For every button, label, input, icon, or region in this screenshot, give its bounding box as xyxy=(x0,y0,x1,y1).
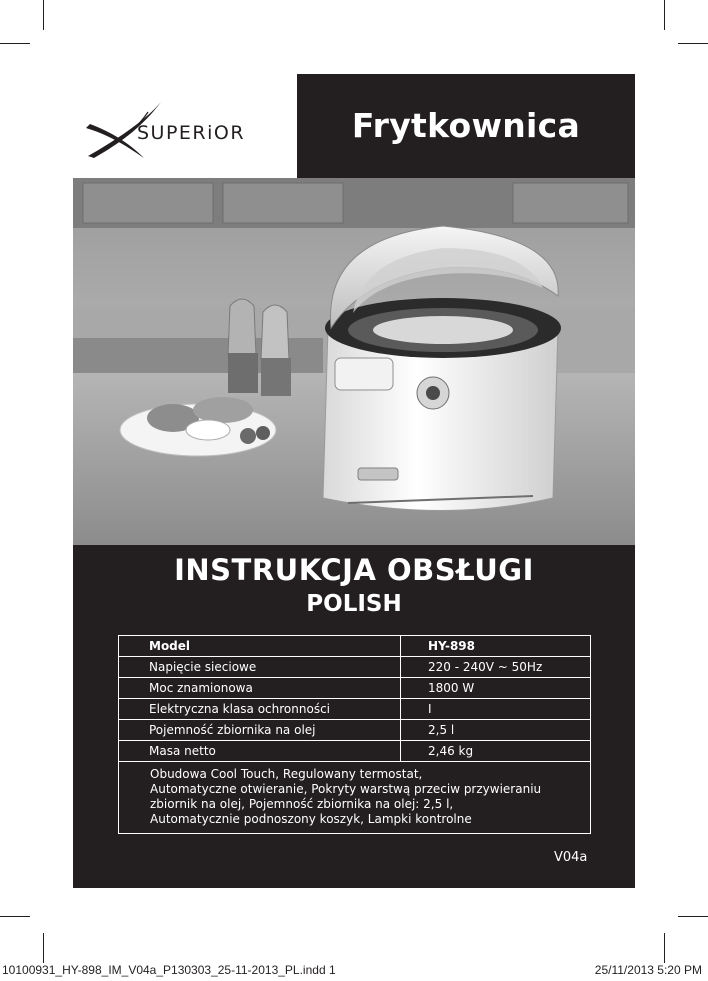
table-row xyxy=(119,699,590,720)
feature-line: Obudowa Cool Touch, Regulowany termostat, xyxy=(150,767,423,781)
version-label: V04a xyxy=(554,850,588,865)
spec-value: I xyxy=(428,702,432,716)
spec-table xyxy=(118,635,591,834)
title-banner xyxy=(297,74,635,178)
table-row xyxy=(119,678,590,699)
table-row xyxy=(119,720,590,741)
features-list xyxy=(119,762,590,833)
spec-label: Model xyxy=(119,636,401,656)
spec-value: 1800 W xyxy=(428,681,475,695)
spec-value: 2,5 l xyxy=(428,723,455,737)
spec-label: Pojemność zbiornika na olej xyxy=(119,720,401,740)
spec-label: Moc znamionowa xyxy=(119,678,401,698)
spec-label: Elektryczna klasa ochronności xyxy=(119,699,401,719)
crop-mark xyxy=(43,933,44,963)
feature-line: Automatyczne otwieranie, Pokryty warstwą przeciw przywieraniu xyxy=(150,782,542,796)
brand-wordmark: SUPERiOR xyxy=(137,122,246,144)
crop-mark xyxy=(664,933,665,963)
crop-mark xyxy=(0,916,30,917)
crop-mark xyxy=(678,916,708,917)
page-title: Frytkownica xyxy=(351,106,581,145)
crop-mark xyxy=(678,43,708,44)
crop-mark xyxy=(664,0,665,30)
spec-value: 2,46 kg xyxy=(428,744,474,758)
table-row xyxy=(119,741,590,762)
feature-line: Automatycznie podnoszony koszyk, Lampki kontrolne xyxy=(150,812,472,826)
deep-fryer-photo xyxy=(73,178,635,545)
spec-value: 220 - 240V ~ 50Hz xyxy=(428,660,543,674)
print-slug-timestamp: 25/11/2013 5:20 PM xyxy=(594,963,702,977)
manual-language: POLISH xyxy=(306,591,402,617)
crop-mark xyxy=(43,0,44,30)
table-row xyxy=(119,657,590,678)
spec-value: HY-898 xyxy=(428,639,475,653)
spec-label: Masa netto xyxy=(119,741,401,761)
feature-line: zbiornik na olej, Pojemność zbiornika na olej: 2,5 l, xyxy=(150,797,454,811)
print-slug-file: 10100931_HY-898_IM_V04a_P130303_25-11-2013_PL.indd 1 xyxy=(2,963,336,977)
table-row xyxy=(119,636,590,657)
spec-label: Napięcie sieciowe xyxy=(119,657,401,677)
crop-mark xyxy=(0,43,30,44)
manual-heading: INSTRUKCJA OBSŁUGI xyxy=(174,553,534,587)
